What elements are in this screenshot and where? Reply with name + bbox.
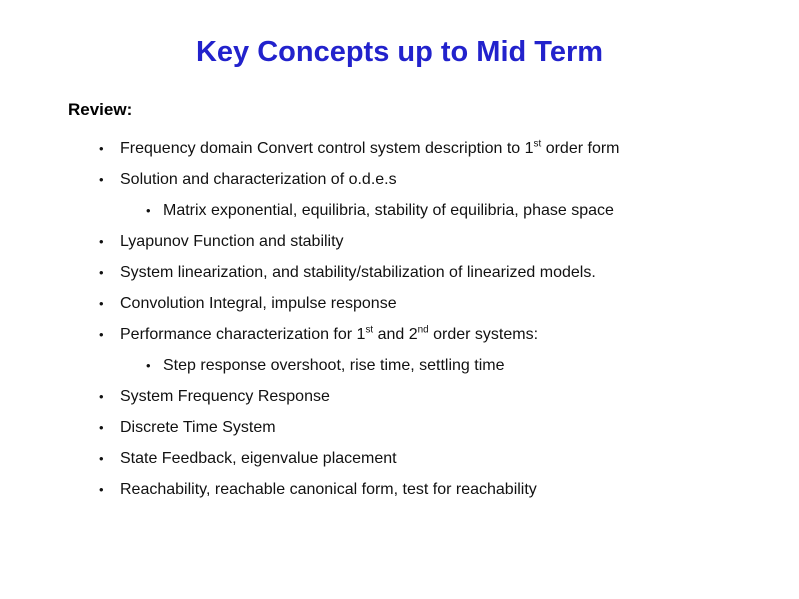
list-item-text: Convolution Integral, impulse response bbox=[120, 295, 397, 312]
list-item-text: Step response overshoot, rise time, settling time bbox=[163, 357, 505, 374]
list-item bbox=[99, 257, 799, 288]
list-item-text: Solution and characterization of o.d.e.s bbox=[120, 171, 397, 188]
bullet-icon: • bbox=[99, 234, 104, 249]
superscript: nd bbox=[417, 324, 429, 336]
bullet-icon: • bbox=[99, 265, 104, 280]
bullet-icon: • bbox=[99, 327, 104, 342]
bullet-icon: • bbox=[99, 389, 104, 404]
page-title: Key Concepts up to Mid Term bbox=[195, 36, 604, 68]
bullet-icon: • bbox=[99, 420, 104, 435]
list-item-text: System linearization, and stability/stabilization of linearized models. bbox=[120, 264, 596, 281]
list-item-text: Matrix exponential, equilibria, stability of equilibria, phase space bbox=[163, 202, 614, 219]
list-item bbox=[99, 381, 799, 412]
bullet-icon: • bbox=[99, 141, 104, 156]
list-item bbox=[99, 443, 799, 474]
bullet-icon: • bbox=[99, 172, 104, 187]
list-item-sub bbox=[146, 195, 799, 226]
superscript: st bbox=[365, 324, 374, 336]
bullet-icon: • bbox=[146, 358, 151, 373]
bullet-icon: • bbox=[99, 482, 104, 497]
list-item-text: Lyapunov Function and stability bbox=[120, 233, 344, 250]
list-item bbox=[99, 412, 799, 443]
superscript: st bbox=[533, 138, 542, 150]
bullet-icon: • bbox=[99, 451, 104, 466]
list-item-text: Performance characterization for 1st and 2nd order systems: bbox=[120, 324, 539, 343]
list-item-text: State Feedback, eigenvalue placement bbox=[120, 450, 397, 467]
list-item-text: Frequency domain Convert control system description to 1st order form bbox=[120, 138, 620, 157]
bullet-icon: • bbox=[99, 296, 104, 311]
list-item-text: Reachability, reachable canonical form, test for reachability bbox=[120, 481, 537, 498]
list-item-text: System Frequency Response bbox=[120, 388, 330, 405]
list-item bbox=[99, 319, 799, 350]
list-item bbox=[99, 226, 799, 257]
list-item bbox=[99, 133, 799, 164]
bullet-icon: • bbox=[146, 203, 151, 218]
section-label: Review: bbox=[68, 100, 133, 119]
list-item bbox=[99, 164, 799, 195]
bullet-list bbox=[0, 133, 799, 505]
list-item bbox=[99, 474, 799, 505]
list-item-text: Discrete Time System bbox=[120, 419, 276, 436]
list-item-sub bbox=[146, 350, 799, 381]
list-item bbox=[99, 288, 799, 319]
